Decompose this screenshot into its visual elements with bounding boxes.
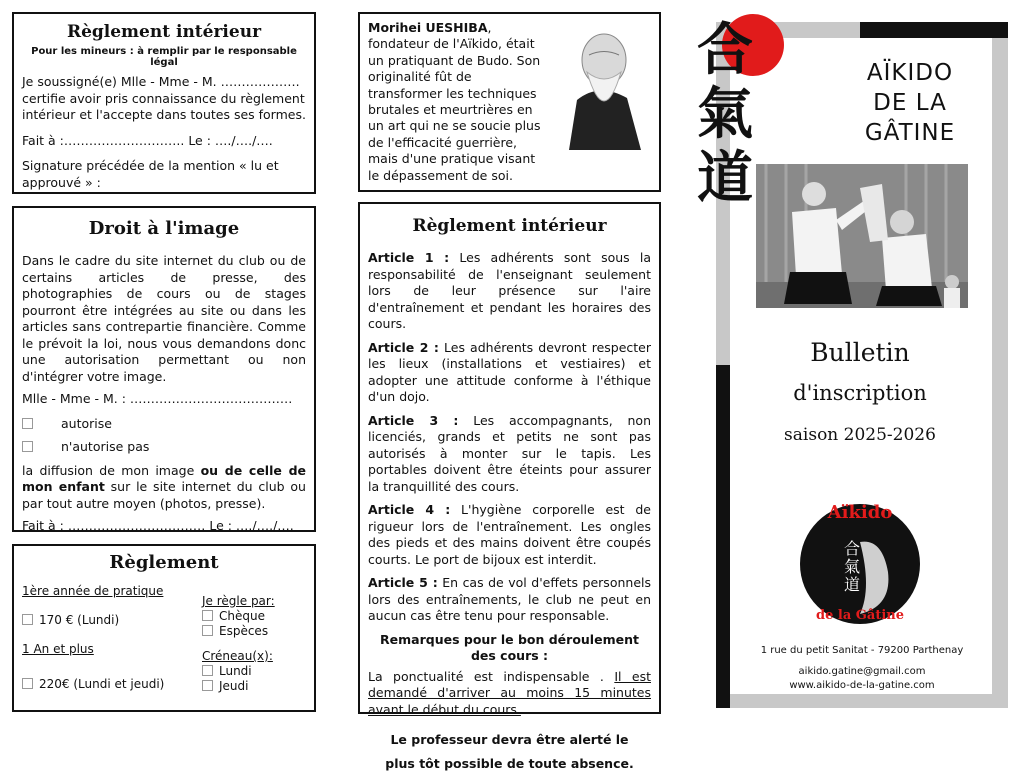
option-nautorise-label: n'autorise pas — [60, 439, 150, 454]
rule-article — [368, 340, 651, 406]
minor-signature-line: Signature précédée de la mention « lu et approuvé » : — [22, 158, 279, 190]
rule-article-text: En cas de vol d'effets personnels lors des entraînements, le club ne peut en aucun cas être tenu pour responsable. — [368, 575, 651, 623]
slot-lundi[interactable] — [202, 664, 302, 679]
bulletin-title: Bulletin — [810, 338, 910, 367]
checkbox-icon[interactable] — [22, 614, 33, 625]
minor-rules-subtitle: Pour les mineurs : à remplir par le responsable légal — [31, 46, 297, 68]
option-nautorise[interactable] — [22, 439, 306, 456]
remark-part-a: La ponctualité est indispensable . — [368, 668, 615, 684]
teacher-absence-note: Le professeur devra être alerté le plus tôt possible de toute absence. — [385, 732, 634, 771]
kanji-ki: 氣 — [697, 81, 753, 147]
club-email[interactable]: aikido.gatine@gmail.com — [798, 666, 926, 677]
svg-text:氣: 氣 — [844, 557, 861, 576]
pay-cheque[interactable] — [202, 609, 302, 624]
cover-frame-black-left — [716, 365, 730, 708]
kanji-ai: 合 — [697, 17, 753, 83]
rule-article — [368, 413, 651, 496]
rule-article-text: Les accompagnants, non licenciés, grands et petits ne sont pas autorisés à monter sur le tapis. Les portables doivent être éteints pour assurer la tranquillité des cours. — [368, 412, 652, 494]
image-rights-fait-line: Fait à : …………………………… Le : …./…./…. — [22, 518, 294, 533]
ueshiba-text — [368, 20, 548, 184]
image-rights-paragraph: Dans le cadre du site internet du club ou de certains articles de presse, des photographies de cours ou de stages pourront être intégrées au site ou dans les articles sans contrepartie financière. Comme le prévoit la loi, nous vous demandons donc une autorisation permettant ou non d'intégrer votre image. — [22, 253, 306, 384]
rule-article-text: Les adhérents devront respecter les lieux (installations et vestiaires) et adopter une attitude conforme à l'éthique d'un dojo. — [368, 339, 652, 404]
rule-article-label: Article 3 : — [368, 412, 459, 428]
minor-name-line: Je soussigné(e) Mlle - Mme - M. ………………. — [22, 74, 300, 89]
minor-fait-line: Fait à :……………………….. Le : …./…./…. — [22, 132, 273, 148]
diffusion-part-a: la diffusion de mon image — [22, 462, 201, 478]
club-name-line1: AÏKIDO — [866, 60, 954, 86]
checkbox-icon[interactable] — [202, 665, 213, 676]
slot-jeudi-label: Jeudi — [219, 679, 249, 693]
diffusion-part-c: sur le site internet du club ou par tout autre moyen (photos, presse). — [22, 479, 306, 511]
year1-option[interactable] — [22, 613, 192, 628]
club-address: 1 rue du petit Sanitat - 79200 Parthenay — [760, 645, 964, 656]
kanji-do: 道 — [697, 145, 753, 211]
rule-article-label: Article 4 : — [368, 502, 451, 517]
rule-article-text: L'hygiène corporelle est de rigueur lors de l'entraînement. Les ongles des pieds et des mains doivent être coupés courts. Le port de bijoux est interdit. — [368, 502, 651, 567]
checkbox-icon[interactable] — [202, 680, 213, 691]
rules-articles — [368, 250, 651, 625]
rule-article-label: Article 5 : — [368, 575, 438, 590]
fee-box — [12, 544, 316, 712]
slot-lundi-label: Lundi — [219, 664, 252, 678]
svg-text:合: 合 — [844, 539, 861, 558]
ueshiba-box — [358, 12, 661, 192]
year2-label: 1 An et plus — [22, 642, 94, 656]
fee-payment — [202, 594, 302, 694]
logo-bottom-text: de la Gâtine — [816, 608, 904, 623]
rule-article — [368, 250, 651, 333]
ueshiba-bio: , fondateur de l'Aïkido, était un pratiquant de Budo. Son originalité fût de transformer les techniques brutales et meurtrières en un art qui ne se soucie plus de l'efficacité guerrière, mais d'une pratique visant le dépassement de soi. — [368, 20, 541, 183]
rules-box — [358, 202, 661, 771]
pay-especes[interactable] — [202, 624, 302, 639]
option-autorise-label: autorise — [60, 415, 112, 431]
ueshiba-name: Morihei UESHIBA — [368, 20, 488, 35]
checkbox-icon[interactable] — [22, 441, 33, 452]
logo-top-text: Aïkido — [827, 502, 893, 523]
pay-especes-label: Espèces — [219, 624, 269, 638]
fee-title: Règlement — [109, 552, 219, 573]
slot-jeudi[interactable] — [202, 679, 302, 694]
rule-article-label: Article 2 : — [368, 339, 439, 355]
inscription-title: d'inscription — [793, 381, 927, 405]
minor-rules-title: Règlement intérieur — [66, 22, 262, 42]
remark-part-b: Il est demandé d'arriver au moins 15 minutes avant le début du cours. — [368, 668, 651, 717]
svg-text:道: 道 — [844, 575, 861, 594]
rule-article-label: Article 1 : — [368, 250, 450, 265]
fee-prices — [22, 584, 192, 692]
year2-option[interactable] — [22, 677, 192, 692]
pay-cheque-label: Chèque — [219, 609, 265, 623]
club-name — [830, 58, 990, 148]
club-name-line3: GÂTINE — [864, 120, 956, 146]
club-website[interactable]: www.aikido-de-la-gatine.com — [789, 680, 935, 691]
option-autorise[interactable] — [22, 416, 306, 433]
minor-certify-text: certifie avoir pris connaissance du règlement intérieur et l'accepte dans toutes ses formes. — [22, 90, 306, 122]
rule-article-text: Les adhérents sont sous la responsabilité de l'enseignant seulement lors de leur présence sur l'aire d'entraînement et pendant les horaires des cours. — [368, 250, 652, 331]
rules-title: Règlement intérieur — [412, 216, 607, 236]
aikido-photo — [756, 164, 968, 308]
year1-price: 170 € (Lundi) — [39, 613, 120, 627]
kanji-column — [690, 18, 760, 210]
club-name-line2: DE LA — [873, 90, 947, 116]
checkbox-icon[interactable] — [22, 418, 33, 429]
image-diffusion-text — [22, 463, 306, 513]
remarks-text — [368, 669, 651, 719]
season-label: saison 2025-2026 — [784, 425, 936, 445]
image-rights-box — [12, 206, 316, 532]
minor-rules-box — [12, 12, 316, 194]
cover-frame-black-top — [860, 22, 1008, 38]
slot-label: Créneau(x): — [202, 649, 273, 663]
club-logo — [798, 502, 922, 626]
pay-label: Je règle par: — [202, 594, 275, 608]
rule-article — [368, 502, 651, 568]
checkbox-icon[interactable] — [22, 678, 33, 689]
ueshiba-portrait — [549, 20, 649, 150]
year1-label: 1ère année de pratique — [22, 584, 164, 598]
year2-price: 220€ (Lundi et jeudi) — [39, 677, 165, 691]
image-rights-title: Droit à l'image — [88, 218, 240, 239]
diffusion-part-b: ou de celle de mon enfant — [22, 462, 306, 494]
rule-article — [368, 575, 651, 625]
checkbox-icon[interactable] — [202, 610, 213, 621]
checkbox-icon[interactable] — [202, 625, 213, 636]
image-rights-name-line: Mlle - Mme - M. : ………………………………… — [22, 391, 293, 406]
remarks-title: Remarques pour le bon déroulement des cours : — [380, 631, 639, 663]
